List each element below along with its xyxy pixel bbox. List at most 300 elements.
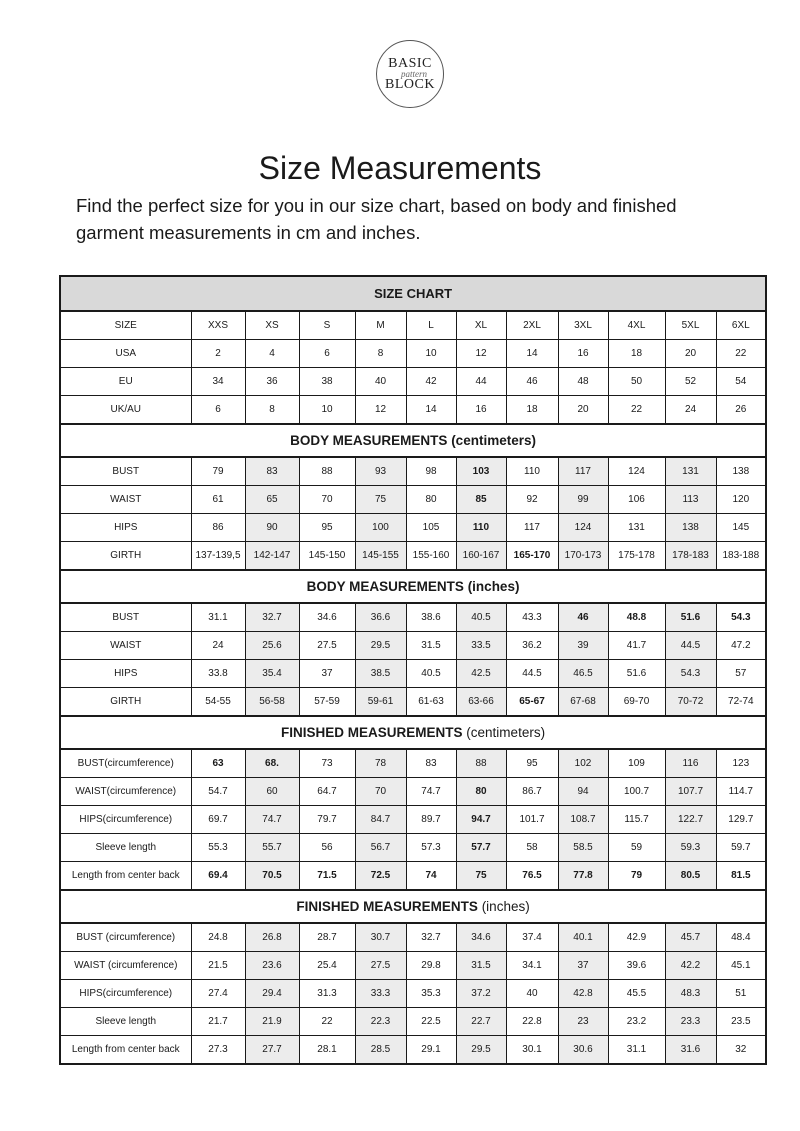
- table-row: [60, 1008, 766, 1036]
- table-cell: 30.6: [558, 1036, 608, 1065]
- table-cell: 100: [355, 514, 406, 542]
- table-cell: 31.3: [299, 980, 355, 1008]
- table-cell: 37: [558, 952, 608, 980]
- table-cell: 59: [608, 834, 665, 862]
- table-cell: 27.4: [191, 980, 245, 1008]
- table-cell: 34.6: [456, 923, 506, 952]
- table-cell: 24: [665, 396, 716, 425]
- table-cell: 94: [558, 778, 608, 806]
- table-cell: 45.5: [608, 980, 665, 1008]
- table-cell: 54.3: [716, 603, 766, 632]
- table-cell: 72-74: [716, 688, 766, 717]
- row-label: EU: [60, 368, 191, 396]
- table-row: [60, 778, 766, 806]
- table-cell: 29.5: [456, 1036, 506, 1065]
- table-cell: 78: [355, 749, 406, 778]
- table-cell: 23.5: [716, 1008, 766, 1036]
- section-title-unit: (inches): [477, 899, 530, 914]
- table-cell: 42: [406, 368, 456, 396]
- table-cell: 59-61: [355, 688, 406, 717]
- table-cell: 116: [665, 749, 716, 778]
- table-cell: 24.8: [191, 923, 245, 952]
- table-cell: 80: [456, 778, 506, 806]
- table-cell: 46.5: [558, 660, 608, 688]
- table-cell: 27.5: [355, 952, 406, 980]
- table-cell: 117: [558, 457, 608, 486]
- size-chart-title: SIZE CHART: [60, 276, 766, 311]
- table-cell: 101.7: [506, 806, 558, 834]
- table-cell: 21.5: [191, 952, 245, 980]
- table-cell: 86: [191, 514, 245, 542]
- table-cell: 31.6: [665, 1036, 716, 1065]
- table-cell: 123: [716, 749, 766, 778]
- section-title: [60, 424, 766, 457]
- table-cell: 48.4: [716, 923, 766, 952]
- table-cell: 43.3: [506, 603, 558, 632]
- table-cell: 46: [558, 603, 608, 632]
- table-row: [60, 311, 766, 340]
- table-cell: 145-150: [299, 542, 355, 571]
- table-cell: 21.7: [191, 1008, 245, 1036]
- table-cell: 38: [299, 368, 355, 396]
- table-cell: 61-63: [406, 688, 456, 717]
- section-title-bold: BODY MEASUREMENTS: [290, 433, 448, 448]
- table-cell: 48: [558, 368, 608, 396]
- table-cell: 51: [716, 980, 766, 1008]
- table-cell: 31.5: [456, 952, 506, 980]
- table-cell: 85: [456, 486, 506, 514]
- table-cell: M: [355, 311, 406, 340]
- table-cell: 42.5: [456, 660, 506, 688]
- table-cell: 64.7: [299, 778, 355, 806]
- table-cell: 31.5: [406, 632, 456, 660]
- table-cell: 44.5: [506, 660, 558, 688]
- table-cell: 55.3: [191, 834, 245, 862]
- table-row: [60, 952, 766, 980]
- table-cell: 29.5: [355, 632, 406, 660]
- table-cell: 79: [191, 457, 245, 486]
- table-cell: 33.8: [191, 660, 245, 688]
- table-cell: 71.5: [299, 862, 355, 891]
- size-chart-body: [60, 276, 766, 1064]
- table-cell: 30.7: [355, 923, 406, 952]
- table-cell: 56.7: [355, 834, 406, 862]
- table-cell: 40: [506, 980, 558, 1008]
- table-row: [60, 542, 766, 571]
- table-cell: 74.7: [406, 778, 456, 806]
- section-title: [60, 716, 766, 749]
- table-cell: 56: [299, 834, 355, 862]
- table-cell: 165-170: [506, 542, 558, 571]
- table-cell: 94.7: [456, 806, 506, 834]
- table-cell: 63: [191, 749, 245, 778]
- table-cell: 80: [406, 486, 456, 514]
- table-row: [60, 603, 766, 632]
- size-chart-table: [59, 275, 767, 1065]
- table-cell: 137-139,5: [191, 542, 245, 571]
- row-label: BUST(circumference): [60, 749, 191, 778]
- table-cell: 29.4: [245, 980, 299, 1008]
- table-cell: 138: [716, 457, 766, 486]
- table-cell: 120: [716, 486, 766, 514]
- table-cell: 122.7: [665, 806, 716, 834]
- table-row: [60, 923, 766, 952]
- section-title-bold: BODY MEASUREMENTS: [306, 579, 464, 594]
- table-cell: 89.7: [406, 806, 456, 834]
- table-cell: 48.8: [608, 603, 665, 632]
- table-cell: 3XL: [558, 311, 608, 340]
- table-row: [60, 457, 766, 486]
- row-label: WAIST: [60, 486, 191, 514]
- table-cell: 59.7: [716, 834, 766, 862]
- table-cell: 54: [716, 368, 766, 396]
- table-cell: 59.3: [665, 834, 716, 862]
- table-cell: 42.9: [608, 923, 665, 952]
- table-cell: 29.1: [406, 1036, 456, 1065]
- table-cell: XL: [456, 311, 506, 340]
- brand-logo: [376, 40, 444, 108]
- table-cell: 44: [456, 368, 506, 396]
- table-cell: 57: [716, 660, 766, 688]
- table-row: [60, 660, 766, 688]
- table-cell: 88: [299, 457, 355, 486]
- table-cell: 57.3: [406, 834, 456, 862]
- table-row: [60, 486, 766, 514]
- table-cell: 76.5: [506, 862, 558, 891]
- row-label: USA: [60, 340, 191, 368]
- table-cell: 33.5: [456, 632, 506, 660]
- table-cell: 124: [608, 457, 665, 486]
- intro-text: Find the perfect size for you in our size chart, based on body and finished garment measurements in cm and inches.: [76, 195, 677, 243]
- row-label: WAIST: [60, 632, 191, 660]
- table-cell: 75: [456, 862, 506, 891]
- row-label: HIPS: [60, 660, 191, 688]
- table-cell: 86.7: [506, 778, 558, 806]
- row-label: GIRTH: [60, 542, 191, 571]
- table-cell: 124: [558, 514, 608, 542]
- table-cell: 70: [299, 486, 355, 514]
- table-cell: 55.7: [245, 834, 299, 862]
- table-row: [60, 688, 766, 717]
- table-cell: 37.2: [456, 980, 506, 1008]
- table-cell: 114.7: [716, 778, 766, 806]
- table-cell: 24: [191, 632, 245, 660]
- section-header-row: [60, 716, 766, 749]
- table-cell: 4: [245, 340, 299, 368]
- table-cell: 16: [456, 396, 506, 425]
- table-cell: 35.4: [245, 660, 299, 688]
- table-row: [60, 1036, 766, 1065]
- table-cell: 2XL: [506, 311, 558, 340]
- table-cell: 50: [608, 368, 665, 396]
- section-title-unit: (centimeters): [447, 433, 536, 448]
- table-cell: 36: [245, 368, 299, 396]
- table-cell: 45.1: [716, 952, 766, 980]
- table-cell: 32: [716, 1036, 766, 1065]
- table-cell: 27.3: [191, 1036, 245, 1065]
- table-cell: 69.7: [191, 806, 245, 834]
- row-label: HIPS(circumference): [60, 806, 191, 834]
- table-cell: 175-178: [608, 542, 665, 571]
- table-cell: 18: [608, 340, 665, 368]
- table-cell: 37.4: [506, 923, 558, 952]
- table-cell: 51.6: [608, 660, 665, 688]
- table-row: [60, 632, 766, 660]
- table-cell: 28.1: [299, 1036, 355, 1065]
- table-cell: 145: [716, 514, 766, 542]
- table-cell: 51.6: [665, 603, 716, 632]
- table-row: [60, 980, 766, 1008]
- table-cell: 70: [355, 778, 406, 806]
- table-cell: 37: [299, 660, 355, 688]
- section-header-row: [60, 890, 766, 923]
- row-label: HIPS(circumference): [60, 980, 191, 1008]
- table-cell: 74.7: [245, 806, 299, 834]
- table-cell: 47.2: [716, 632, 766, 660]
- table-cell: 100.7: [608, 778, 665, 806]
- table-cell: 5XL: [665, 311, 716, 340]
- table-cell: 70-72: [665, 688, 716, 717]
- table-cell: 32.7: [245, 603, 299, 632]
- table-cell: 95: [506, 749, 558, 778]
- row-label: UK/AU: [60, 396, 191, 425]
- table-cell: 58.5: [558, 834, 608, 862]
- row-label: BUST (circumference): [60, 923, 191, 952]
- table-cell: 6: [299, 340, 355, 368]
- table-cell: 10: [406, 340, 456, 368]
- table-cell: 42.8: [558, 980, 608, 1008]
- table-cell: 40.5: [456, 603, 506, 632]
- table-cell: 79: [608, 862, 665, 891]
- table-cell: 45.7: [665, 923, 716, 952]
- table-cell: 36.6: [355, 603, 406, 632]
- table-cell: 4XL: [608, 311, 665, 340]
- table-cell: 34: [191, 368, 245, 396]
- table-cell: 22: [716, 340, 766, 368]
- table-cell: 27.5: [299, 632, 355, 660]
- table-cell: S: [299, 311, 355, 340]
- table-cell: 39: [558, 632, 608, 660]
- table-cell: 39.6: [608, 952, 665, 980]
- row-label: BUST: [60, 603, 191, 632]
- table-cell: 20: [665, 340, 716, 368]
- table-cell: 61: [191, 486, 245, 514]
- table-cell: 28.7: [299, 923, 355, 952]
- table-cell: 12: [456, 340, 506, 368]
- table-cell: 102: [558, 749, 608, 778]
- table-cell: 105: [406, 514, 456, 542]
- table-cell: 115.7: [608, 806, 665, 834]
- section-header-row: [60, 570, 766, 603]
- table-cell: 73: [299, 749, 355, 778]
- table-cell: 83: [245, 457, 299, 486]
- table-cell: 110: [506, 457, 558, 486]
- table-cell: 23.6: [245, 952, 299, 980]
- table-cell: 54.3: [665, 660, 716, 688]
- table-cell: 27.7: [245, 1036, 299, 1065]
- table-cell: 103: [456, 457, 506, 486]
- table-cell: 31.1: [608, 1036, 665, 1065]
- size-chart-header-row: [60, 276, 766, 311]
- table-cell: 98: [406, 457, 456, 486]
- table-cell: 34.1: [506, 952, 558, 980]
- table-cell: 77.8: [558, 862, 608, 891]
- table-cell: 117: [506, 514, 558, 542]
- table-cell: 41.7: [608, 632, 665, 660]
- table-cell: 6: [191, 396, 245, 425]
- table-cell: 81.5: [716, 862, 766, 891]
- table-cell: XXS: [191, 311, 245, 340]
- table-cell: 29.8: [406, 952, 456, 980]
- table-cell: 84.7: [355, 806, 406, 834]
- table-cell: 69.4: [191, 862, 245, 891]
- table-row: [60, 340, 766, 368]
- row-label: Length from center back: [60, 862, 191, 891]
- logo-line-1: BASIC: [388, 55, 432, 71]
- table-row: [60, 514, 766, 542]
- table-cell: 21.9: [245, 1008, 299, 1036]
- row-label: BUST: [60, 457, 191, 486]
- table-cell: 8: [355, 340, 406, 368]
- table-cell: 95: [299, 514, 355, 542]
- table-cell: 12: [355, 396, 406, 425]
- table-cell: 14: [406, 396, 456, 425]
- table-cell: 70.5: [245, 862, 299, 891]
- row-label: Sleeve length: [60, 1008, 191, 1036]
- table-cell: 106: [608, 486, 665, 514]
- table-cell: 58: [506, 834, 558, 862]
- table-cell: 90: [245, 514, 299, 542]
- table-cell: 52: [665, 368, 716, 396]
- table-cell: 48.3: [665, 980, 716, 1008]
- table-cell: 28.5: [355, 1036, 406, 1065]
- table-cell: 107.7: [665, 778, 716, 806]
- section-header-row: [60, 424, 766, 457]
- table-cell: 113: [665, 486, 716, 514]
- table-cell: 79.7: [299, 806, 355, 834]
- table-cell: 131: [665, 457, 716, 486]
- table-cell: 30.1: [506, 1036, 558, 1065]
- table-cell: 32.7: [406, 923, 456, 952]
- logo-line-2: pattern: [401, 68, 427, 79]
- table-cell: 18: [506, 396, 558, 425]
- table-cell: 38.6: [406, 603, 456, 632]
- table-cell: 25.6: [245, 632, 299, 660]
- table-cell: 14: [506, 340, 558, 368]
- table-cell: 138: [665, 514, 716, 542]
- table-cell: 75: [355, 486, 406, 514]
- table-cell: L: [406, 311, 456, 340]
- table-cell: 92: [506, 486, 558, 514]
- table-row: [60, 834, 766, 862]
- table-cell: 40.1: [558, 923, 608, 952]
- table-cell: 93: [355, 457, 406, 486]
- table-cell: 10: [299, 396, 355, 425]
- table-cell: 8: [245, 396, 299, 425]
- table-cell: 110: [456, 514, 506, 542]
- table-cell: 83: [406, 749, 456, 778]
- section-title-bold: FINISHED MEASUREMENTS: [281, 725, 463, 740]
- table-cell: 178-183: [665, 542, 716, 571]
- table-row: [60, 862, 766, 891]
- table-cell: 23: [558, 1008, 608, 1036]
- table-cell: 131: [608, 514, 665, 542]
- table-cell: 2: [191, 340, 245, 368]
- table-cell: 6XL: [716, 311, 766, 340]
- row-label: SIZE: [60, 311, 191, 340]
- table-cell: 65: [245, 486, 299, 514]
- section-title-unit: (centimeters): [462, 725, 546, 740]
- table-cell: 22.5: [406, 1008, 456, 1036]
- table-cell: 109: [608, 749, 665, 778]
- table-cell: 170-173: [558, 542, 608, 571]
- row-label: Sleeve length: [60, 834, 191, 862]
- table-cell: 69-70: [608, 688, 665, 717]
- table-cell: 33.3: [355, 980, 406, 1008]
- table-cell: 80.5: [665, 862, 716, 891]
- logo-line-3: BLOCK: [385, 76, 435, 92]
- table-cell: 44.5: [665, 632, 716, 660]
- row-label: Length from center back: [60, 1036, 191, 1065]
- section-title-unit: (inches): [463, 579, 520, 594]
- table-cell: 145-155: [355, 542, 406, 571]
- table-cell: 22: [299, 1008, 355, 1036]
- section-title: [60, 890, 766, 923]
- table-cell: 108.7: [558, 806, 608, 834]
- table-cell: 31.1: [191, 603, 245, 632]
- table-cell: 54.7: [191, 778, 245, 806]
- section-title: [60, 570, 766, 603]
- table-cell: 88: [456, 749, 506, 778]
- row-label: WAIST(circumference): [60, 778, 191, 806]
- table-cell: 74: [406, 862, 456, 891]
- table-cell: 63-66: [456, 688, 506, 717]
- table-cell: 40: [355, 368, 406, 396]
- table-cell: 46: [506, 368, 558, 396]
- table-cell: 129.7: [716, 806, 766, 834]
- table-cell: 160-167: [456, 542, 506, 571]
- section-title-bold: FINISHED MEASUREMENTS: [296, 899, 478, 914]
- table-cell: 60: [245, 778, 299, 806]
- table-cell: 155-160: [406, 542, 456, 571]
- table-row: [60, 396, 766, 425]
- table-cell: 22.8: [506, 1008, 558, 1036]
- page-title: Size Measurements: [258, 150, 542, 186]
- table-cell: 36.2: [506, 632, 558, 660]
- table-cell: 56-58: [245, 688, 299, 717]
- table-cell: 26.8: [245, 923, 299, 952]
- table-cell: 42.2: [665, 952, 716, 980]
- table-cell: 57.7: [456, 834, 506, 862]
- table-cell: 34.6: [299, 603, 355, 632]
- table-row: [60, 806, 766, 834]
- table-cell: 142-147: [245, 542, 299, 571]
- table-cell: 54-55: [191, 688, 245, 717]
- row-label: GIRTH: [60, 688, 191, 717]
- table-cell: 23.3: [665, 1008, 716, 1036]
- table-cell: 22: [608, 396, 665, 425]
- table-cell: 38.5: [355, 660, 406, 688]
- table-cell: 35.3: [406, 980, 456, 1008]
- row-label: WAIST (circumference): [60, 952, 191, 980]
- table-cell: 68.: [245, 749, 299, 778]
- table-cell: 20: [558, 396, 608, 425]
- table-cell: 22.7: [456, 1008, 506, 1036]
- table-cell: 72.5: [355, 862, 406, 891]
- table-cell: 65-67: [506, 688, 558, 717]
- table-row: [60, 749, 766, 778]
- table-cell: 16: [558, 340, 608, 368]
